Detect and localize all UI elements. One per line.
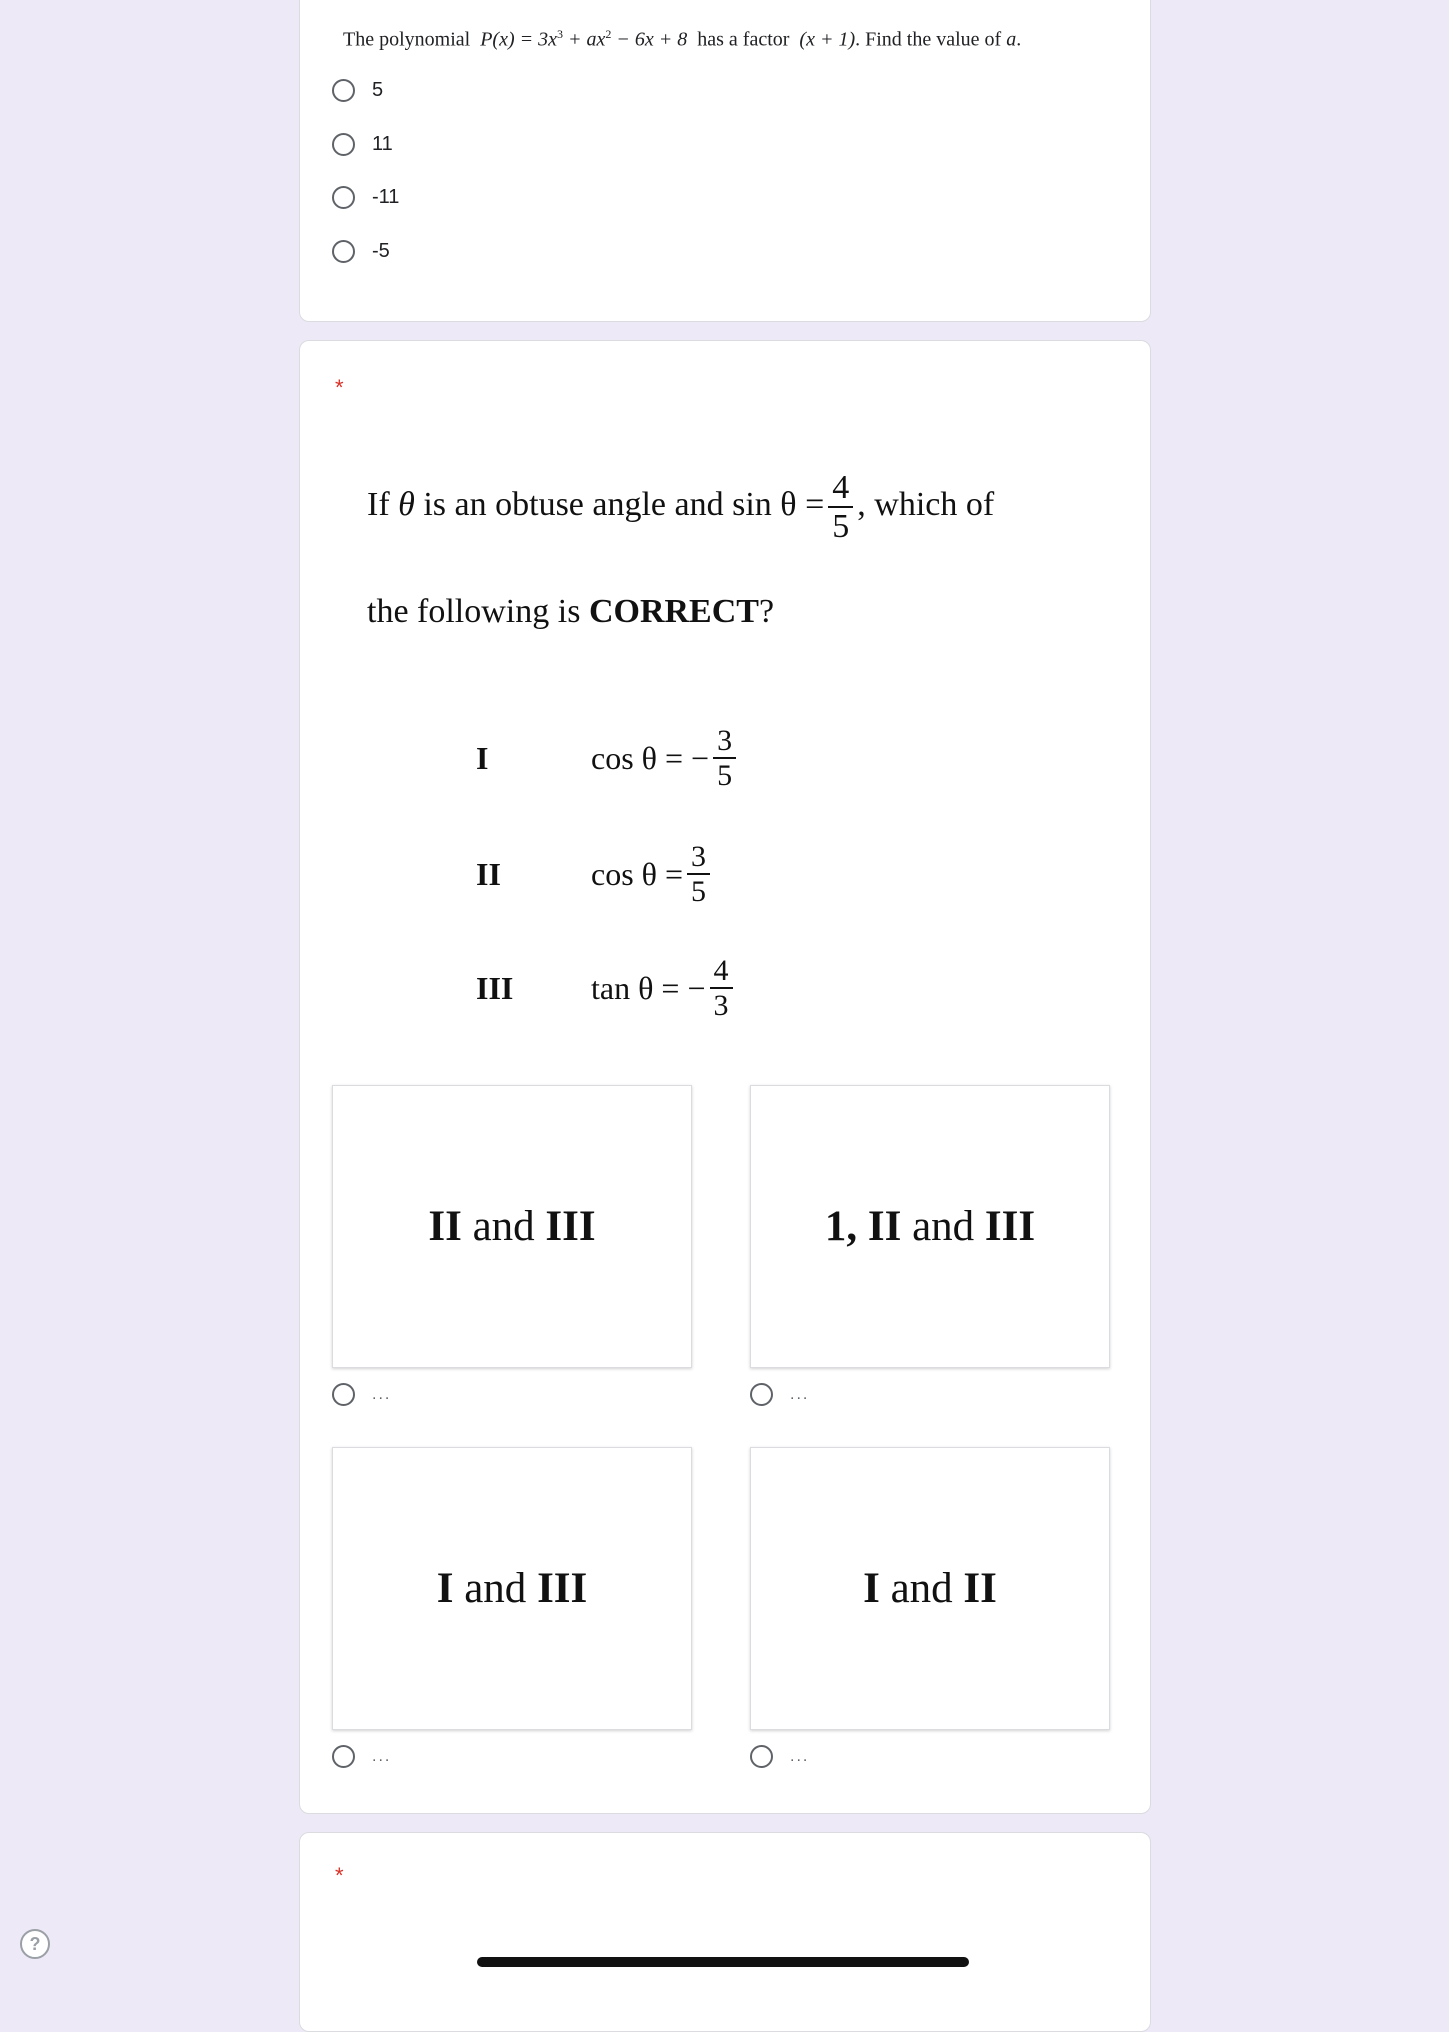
var-a: a	[1006, 28, 1017, 51]
statement-fraction	[687, 840, 710, 908]
statement-lhs: cos θ = −	[591, 739, 710, 776]
help-glyph: ?	[29, 1934, 41, 1954]
choice-image-3[interactable]	[332, 1447, 692, 1730]
numerator: 3	[713, 724, 736, 759]
choice-image-text: II and III	[428, 1203, 596, 1250]
option-ellipsis: ...	[790, 1385, 810, 1403]
following-text: the following is	[367, 593, 581, 630]
horizontal-scrollbar[interactable]	[477, 1957, 969, 1967]
choice-image-text: I and III	[436, 1565, 588, 1612]
option-label: -11	[372, 186, 400, 208]
statement-fraction	[713, 724, 736, 792]
sin-expr: sin θ =	[732, 486, 825, 524]
radio-button[interactable]	[750, 1745, 773, 1768]
denominator: 5	[717, 759, 733, 792]
obtuse-text: is an obtuse angle and	[423, 486, 724, 524]
sin-numerator: 4	[828, 469, 853, 508]
question-card-3	[299, 1832, 1151, 2032]
required-asterisk: *	[335, 375, 344, 400]
question-1-period: .	[1016, 28, 1022, 51]
radio-button[interactable]	[332, 1383, 355, 1406]
question-card-1	[299, 0, 1151, 322]
radio-button[interactable]	[332, 1745, 355, 1768]
statement-2	[476, 840, 714, 908]
q1-option-4[interactable]	[332, 240, 390, 263]
question-2-line-1	[367, 469, 994, 546]
choice-option-4[interactable]	[750, 1745, 809, 1768]
which-of-text: , which of	[857, 486, 995, 524]
numerator: 3	[687, 840, 710, 875]
choice-image-text: 1, II and III	[824, 1203, 1036, 1250]
statement-lhs: tan θ = −	[591, 969, 706, 1006]
required-asterisk: *	[335, 1863, 344, 1888]
radio-button[interactable]	[332, 133, 355, 156]
denominator: 3	[713, 989, 729, 1022]
statement-roman: II	[476, 855, 501, 892]
question-1-prefix: The polynomial	[343, 28, 471, 51]
choice-image-4[interactable]	[750, 1447, 1110, 1730]
q1-option-3[interactable]	[332, 186, 399, 209]
theta-symbol: θ	[398, 486, 415, 524]
choice-option-3[interactable]	[332, 1745, 391, 1768]
factor-expr: (x + 1)	[799, 28, 856, 51]
option-ellipsis: ...	[372, 1747, 392, 1765]
option-label: -5	[372, 240, 390, 262]
poly-term-2: + ax	[563, 28, 606, 51]
choice-image-2[interactable]	[750, 1085, 1110, 1368]
statement-fraction	[710, 954, 733, 1022]
numerator: 4	[710, 954, 733, 989]
option-ellipsis: ...	[790, 1747, 810, 1765]
poly-exp-2: 2	[605, 27, 612, 41]
radio-button[interactable]	[332, 79, 355, 102]
help-circle-icon[interactable]	[20, 1929, 50, 1959]
option-label: 11	[372, 133, 393, 155]
radio-button[interactable]	[332, 240, 355, 263]
option-label: 5	[372, 79, 384, 101]
poly-term-3: − 6x + 8	[611, 28, 688, 51]
question-mark: ?	[758, 593, 775, 630]
option-ellipsis: ...	[372, 1385, 392, 1403]
q1-option-1[interactable]	[332, 79, 383, 102]
statement-lhs: cos θ =	[591, 855, 684, 892]
choice-image-text: I and II	[863, 1565, 997, 1612]
if-text: If	[367, 486, 390, 524]
q1-option-2[interactable]	[332, 133, 393, 156]
radio-button[interactable]	[332, 186, 355, 209]
choice-option-1[interactable]	[332, 1383, 391, 1406]
statement-roman: I	[476, 739, 489, 776]
question-card-2	[299, 340, 1151, 1814]
question-1-text	[343, 27, 1021, 52]
sin-fraction	[828, 469, 853, 546]
poly-lhs: P(x) = 3x	[480, 28, 557, 51]
question-1-suffix: . Find the value of	[855, 28, 1002, 51]
statement-1	[476, 724, 740, 792]
has-factor-text: has a factor	[697, 28, 790, 51]
denominator: 5	[691, 875, 707, 908]
radio-button[interactable]	[750, 1383, 773, 1406]
statement-3	[476, 954, 737, 1022]
correct-bold-text: CORRECT	[588, 593, 759, 630]
poly-exp-3: 3	[557, 27, 563, 41]
statement-roman: III	[476, 969, 514, 1006]
question-2-line-2	[367, 593, 774, 631]
sin-denominator: 5	[832, 508, 850, 546]
choice-image-1[interactable]	[332, 1085, 692, 1368]
choice-option-2[interactable]	[750, 1383, 809, 1406]
